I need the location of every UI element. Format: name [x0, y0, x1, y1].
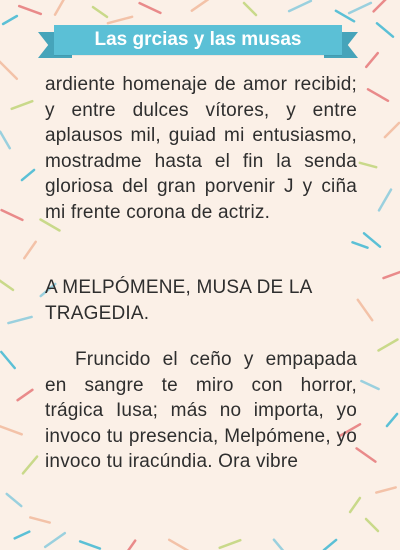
confetti-piece	[379, 190, 391, 211]
confetti-piece	[2, 210, 23, 220]
confetti-piece	[349, 3, 371, 13]
confetti-piece	[0, 61, 17, 79]
confetti-piece	[244, 3, 256, 15]
confetti-piece	[12, 101, 33, 109]
confetti-piece	[140, 3, 161, 13]
confetti-piece	[376, 487, 395, 492]
text-body	[45, 72, 357, 475]
confetti-piece	[358, 300, 372, 320]
confetti-piece	[3, 16, 17, 24]
confetti-piece	[8, 317, 31, 323]
confetti-piece	[169, 540, 191, 550]
confetti-piece	[24, 242, 35, 258]
confetti-piece	[55, 0, 65, 15]
confetti-piece	[19, 6, 41, 14]
confetti-piece	[7, 494, 22, 506]
paragraph: ardiente homenaje de amor recibid; y entre dulces vítores, y entre aplausos mil, guiad mi entusiasmo, mostradme hasta el fin la senda gloriosa del gran porvenir J y ciña mi frente corona de actriz.	[45, 74, 357, 223]
confetti-piece	[45, 533, 65, 547]
confetti-piece	[366, 53, 378, 67]
confetti-piece	[15, 532, 30, 539]
confetti-piece	[22, 170, 34, 180]
confetti-piece	[289, 1, 311, 11]
confetti-piece	[377, 23, 393, 36]
section-heading: A MELPÓMENE, MUSA DE LA TRAGEDIA.	[45, 277, 312, 324]
confetti-piece	[93, 7, 107, 17]
confetti-piece	[357, 448, 376, 461]
confetti-piece	[23, 457, 37, 474]
page-title: Las grcias y las musas	[54, 25, 342, 55]
paragraph: Fruncido el ceño y empapada en sangre te miro con horror, trágica Iusa; más no importa, yo invoco tu presencia, Melpómene, yo invoco tu iracúndia. Ora vibre	[45, 349, 357, 472]
confetti-piece	[366, 519, 378, 531]
confetti-piece	[361, 381, 378, 389]
confetti-piece	[1, 352, 14, 368]
confetti-piece	[384, 272, 400, 278]
confetti-piece	[0, 426, 22, 435]
confetti-piece	[0, 132, 10, 148]
confetti-piece	[220, 540, 241, 548]
confetti-piece	[192, 0, 208, 11]
confetti-piece	[350, 498, 360, 512]
confetti-piece	[0, 280, 13, 290]
confetti-piece	[385, 123, 399, 137]
confetti-piece	[30, 517, 49, 522]
confetti-piece	[108, 17, 132, 23]
confetti-piece	[379, 340, 398, 351]
confetti-piece	[360, 163, 376, 167]
confetti-piece	[274, 540, 286, 550]
confetti-piece	[324, 540, 336, 550]
confetti-piece	[80, 541, 100, 548]
confetti-piece	[387, 414, 397, 426]
confetti-piece	[18, 390, 33, 400]
confetti-piece	[125, 541, 135, 550]
confetti-piece	[374, 0, 387, 11]
confetti-piece	[364, 233, 380, 246]
confetti-piece	[368, 89, 388, 101]
title-banner	[38, 25, 358, 59]
